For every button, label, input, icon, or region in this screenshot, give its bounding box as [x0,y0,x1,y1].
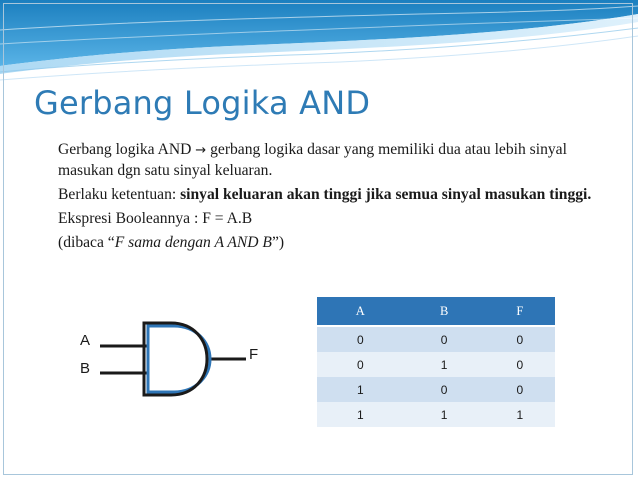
rule-bold: sinyal keluaran akan tinggi jika semua sinyal masukan tinggi. [180,186,592,203]
definition-lead: Gerbang logika AND [58,141,196,158]
gate-output-f-label: F [249,346,259,363]
paragraph-definition [58,140,618,181]
gate-input-a-label: A [80,332,91,349]
header-f: F [485,297,555,326]
table-row [317,326,555,352]
paragraph-reading [58,233,618,253]
right-arrow-icon: → [195,143,207,158]
cell-b: 0 [404,326,485,352]
truth-table-header-row [317,297,555,326]
header-a: A [317,297,404,326]
gate-input-b-label: B [80,360,91,377]
slide-title: Gerbang Logika AND [34,84,371,122]
reading-close: ”) [271,234,285,251]
cell-f: 0 [485,377,555,402]
and-gate-icon [70,318,270,398]
cell-a: 0 [317,352,404,377]
cell-f: 0 [485,352,555,377]
cell-f: 0 [485,326,555,352]
paragraph-expression: Ekspresi Booleannya : F = A.B [58,210,253,227]
cell-b: 0 [404,377,485,402]
wave-decoration [0,0,638,86]
header-decoration [0,0,638,86]
cell-f: 1 [485,402,555,427]
table-row [317,352,555,377]
truth-table [317,297,555,427]
cell-a: 1 [317,377,404,402]
reading-open: (dibaca “ [58,234,115,251]
cell-a: 1 [317,402,404,427]
paragraph-rule [58,185,618,205]
cell-a: 0 [317,326,404,352]
slide-body [58,140,618,257]
and-gate-diagram [70,318,270,398]
table-row [317,377,555,402]
definition-text: gerbang logika dasar yang memiliki dua atau lebih sinyal masukan dgn satu sinyal keluaran. [58,141,567,179]
reading-italic: F sama dengan A AND B [114,234,272,251]
table-row [317,402,555,427]
cell-b: 1 [404,352,485,377]
cell-b: 1 [404,402,485,427]
rule-lead: Berlaku ketentuan: [58,186,181,203]
header-b: B [404,297,485,326]
